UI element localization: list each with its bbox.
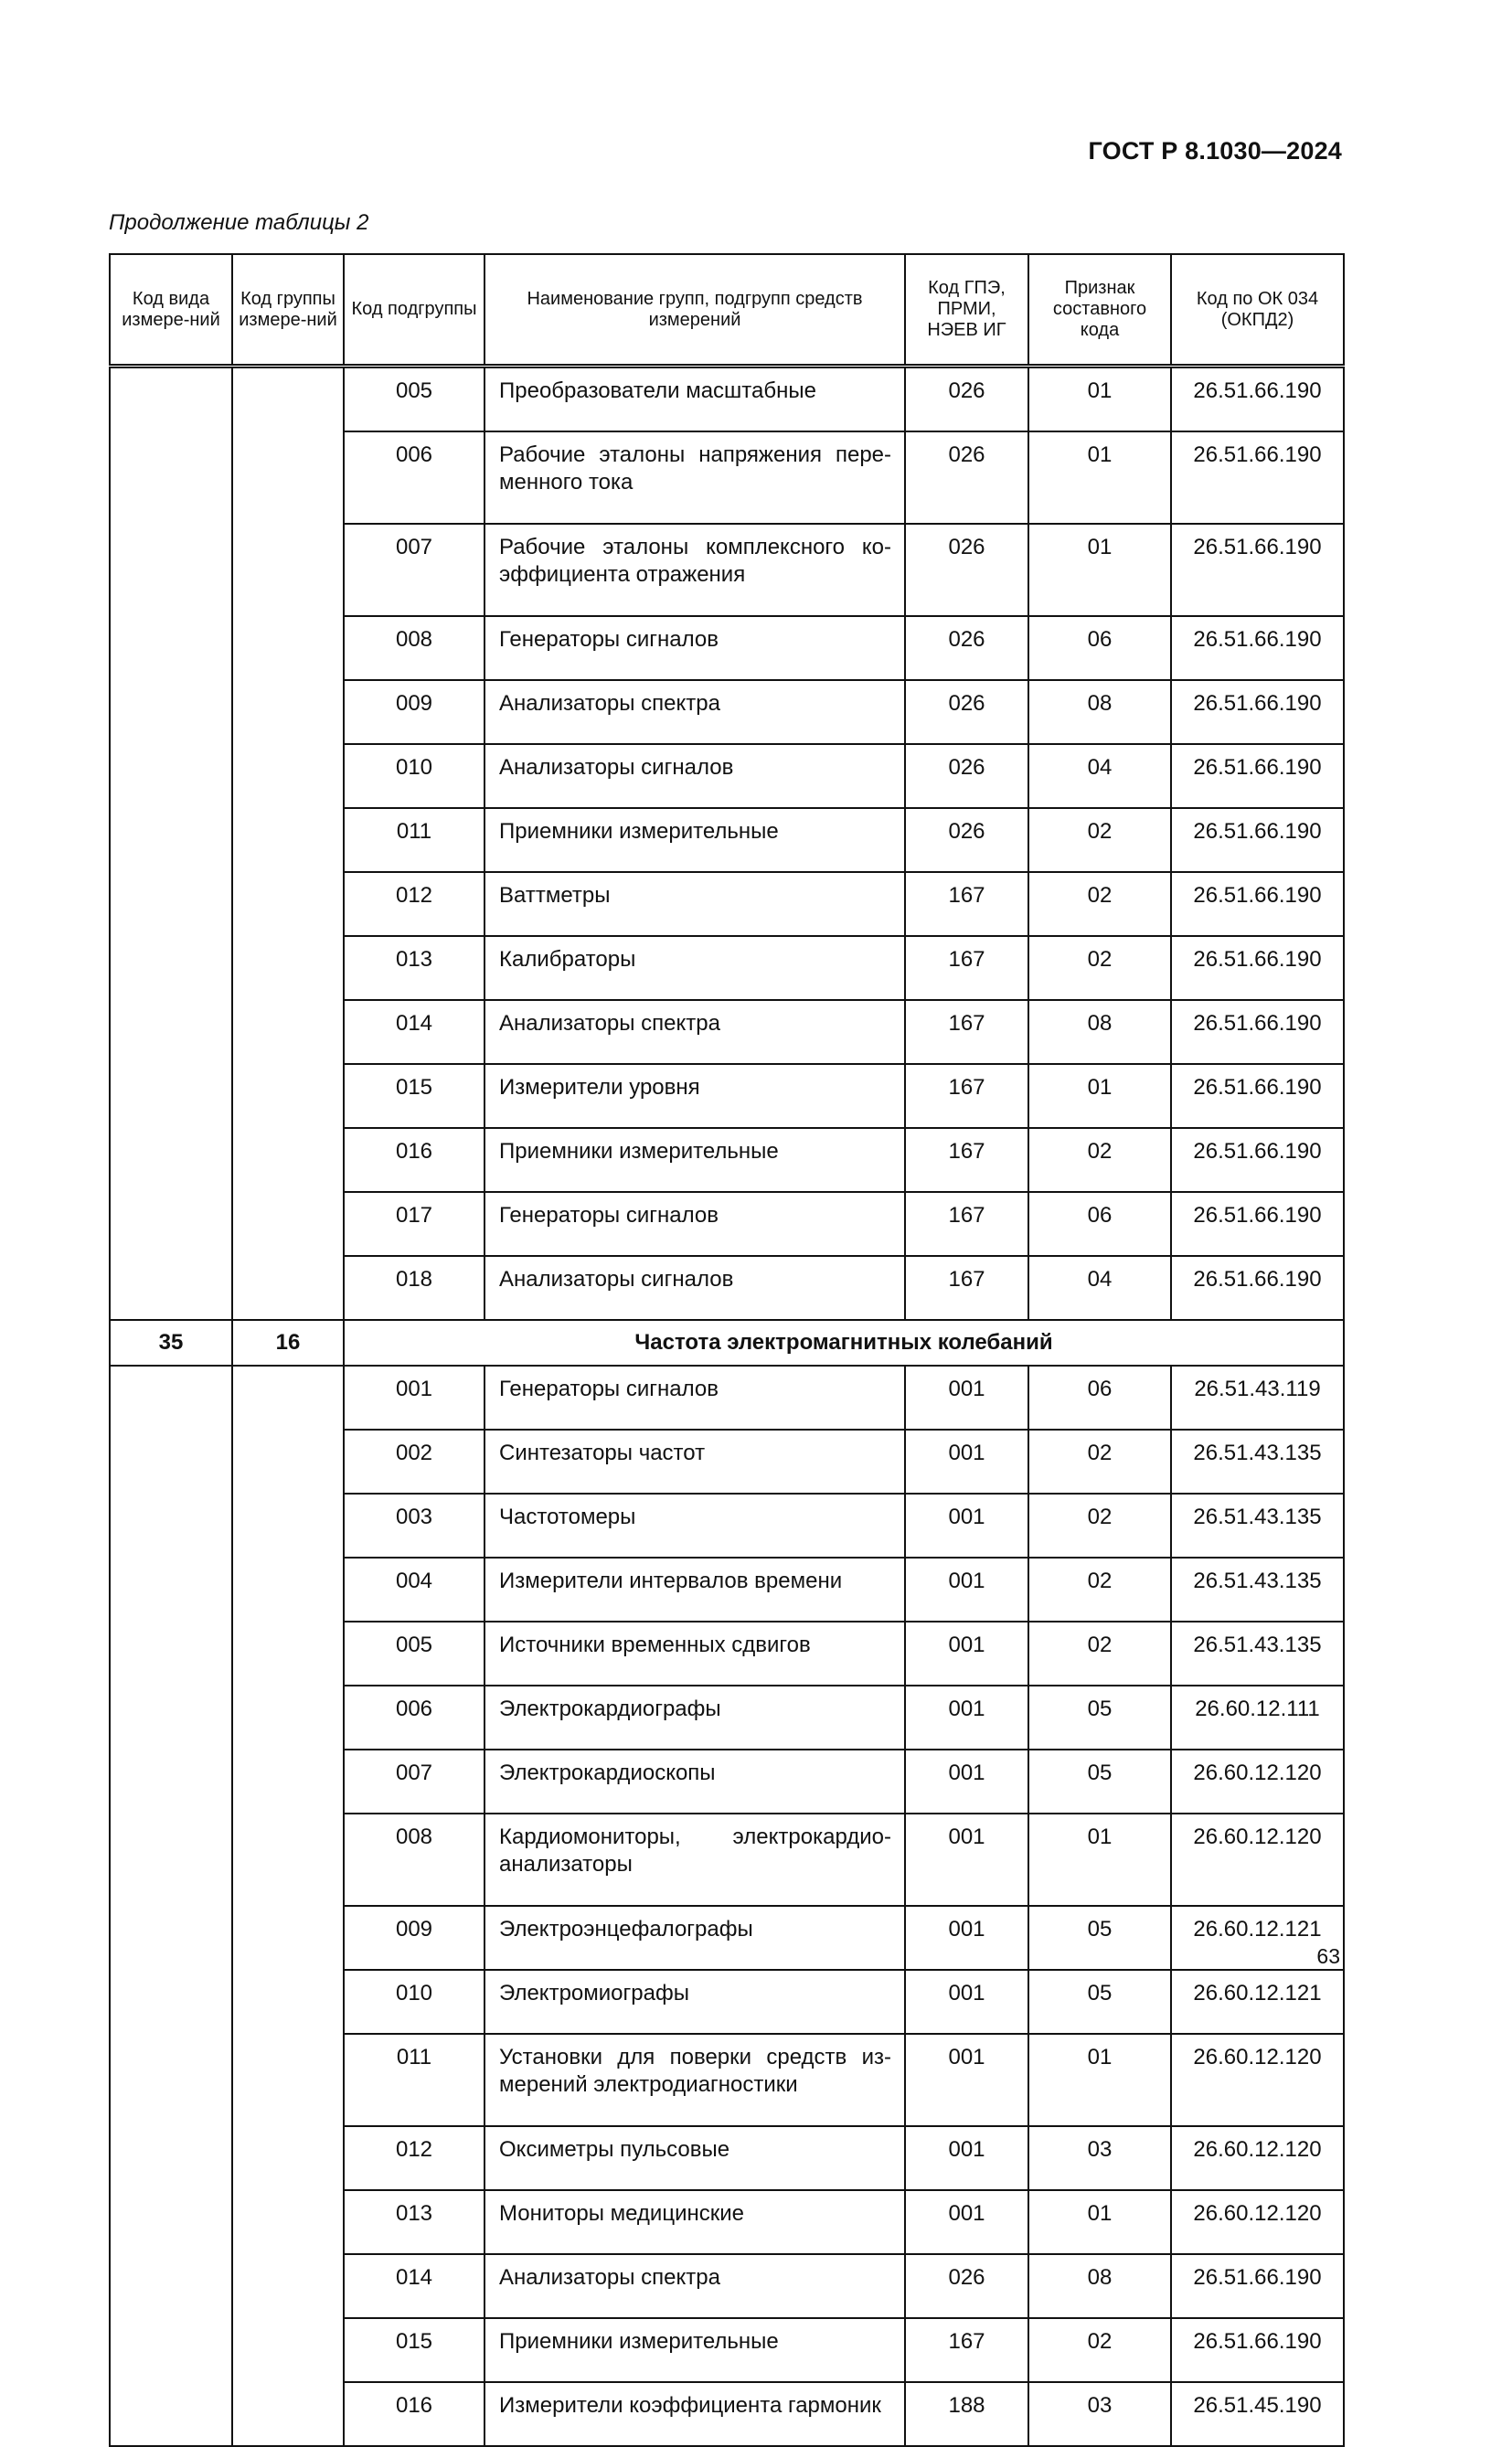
cell-group-code [232,1494,344,1558]
cell-kind-code [110,808,232,872]
cell-group-code [232,1192,344,1256]
cell-gpe-code: 001 [905,1622,1028,1686]
cell-composite-sign: 02 [1028,1430,1171,1494]
cell-composite-sign: 05 [1028,1970,1171,2034]
cell-subgroup-code: 016 [344,2382,484,2446]
cell-name: Калибраторы [484,936,905,1000]
cell-kind-code [110,2190,232,2254]
cell-composite-sign: 01 [1028,367,1171,432]
cell-gpe-code: 001 [905,2034,1028,2126]
cell-gpe-code: 026 [905,2254,1028,2318]
table-row [110,680,1344,744]
cell-group-code [232,2254,344,2318]
cell-composite-sign: 06 [1028,616,1171,680]
cell-composite-sign: 08 [1028,680,1171,744]
cell-subgroup-code: 017 [344,1192,484,1256]
cell-name: Оксиметры пульсовые [484,2126,905,2190]
cell-name: Измерители уровня [484,1064,905,1128]
cell-okpd-code: 26.51.66.190 [1171,616,1344,680]
table-row [110,1430,1344,1494]
cell-okpd-code: 26.51.43.135 [1171,1622,1344,1686]
cell-subgroup-code: 008 [344,616,484,680]
cell-okpd-code: 26.60.12.120 [1171,1750,1344,1814]
col-header-name: Наименование групп, подгрупп средств измерений [484,254,905,367]
cell-gpe-code: 026 [905,680,1028,744]
cell-group-code [232,2318,344,2382]
cell-subgroup-code: 006 [344,431,484,524]
cell-subgroup-code: 007 [344,524,484,616]
cell-composite-sign: 06 [1028,1366,1171,1430]
cell-group-code [232,2034,344,2126]
cell-subgroup-code: 002 [344,1430,484,1494]
cell-subgroup-code: 013 [344,2190,484,2254]
cell-group-code [232,808,344,872]
col-header-okpd-code: Код по ОК 034 (ОКПД2) [1171,254,1344,367]
table-body-continued [110,367,1344,1321]
cell-name: Источники временных сдвигов [484,1622,905,1686]
table-body-section [110,1366,1344,2446]
cell-okpd-code: 26.51.66.190 [1171,1000,1344,1064]
cell-okpd-code: 26.51.66.190 [1171,431,1344,524]
cell-okpd-code: 26.51.66.190 [1171,936,1344,1000]
section-row [110,1320,1344,1366]
cell-kind-code [110,1906,232,1970]
cell-kind-code [110,936,232,1000]
cell-okpd-code: 26.60.12.121 [1171,1970,1344,2034]
col-header-composite-sign: Признак составного кода [1028,254,1171,367]
page-number: 63 [1316,1944,1340,1968]
cell-gpe-code: 167 [905,936,1028,1000]
cell-group-code [232,1000,344,1064]
cell-composite-sign: 02 [1028,936,1171,1000]
table-row [110,2034,1344,2126]
cell-kind-code [110,1256,232,1320]
cell-name: Мониторы медицинские [484,2190,905,2254]
cell-okpd-code: 26.51.66.190 [1171,1256,1344,1320]
cell-name: Рабочие эталоны напряжения пере-менного тока [484,431,905,524]
table-row [110,2318,1344,2382]
cell-subgroup-code: 001 [344,1366,484,1430]
cell-kind-code [110,680,232,744]
cell-kind-code [110,872,232,936]
cell-composite-sign: 03 [1028,2382,1171,2446]
table-row [110,936,1344,1000]
cell-name: Электрокардиографы [484,1686,905,1750]
cell-subgroup-code: 012 [344,2126,484,2190]
cell-okpd-code: 26.51.66.190 [1171,744,1344,808]
cell-kind-code [110,1494,232,1558]
table-row [110,1000,1344,1064]
table-row [110,524,1344,616]
col-header-gpe-code: Код ГПЭ, ПРМИ, НЭЕВ ИГ [905,254,1028,367]
cell-composite-sign: 02 [1028,808,1171,872]
cell-gpe-code: 026 [905,616,1028,680]
table-row [110,1622,1344,1686]
table-row [110,367,1344,432]
cell-subgroup-code: 015 [344,2318,484,2382]
cell-subgroup-code: 006 [344,1686,484,1750]
cell-okpd-code: 26.51.66.190 [1171,2254,1344,2318]
cell-group-code [232,872,344,936]
cell-kind-code [110,1686,232,1750]
table-row [110,1558,1344,1622]
cell-kind-code [110,1814,232,1906]
cell-group-code [232,1128,344,1192]
cell-name: Ваттметры [484,872,905,936]
classification-table [109,253,1345,2447]
cell-subgroup-code: 009 [344,1906,484,1970]
cell-name: Измерители коэффициента гармоник [484,2382,905,2446]
cell-okpd-code: 26.60.12.120 [1171,2034,1344,2126]
cell-group-code [232,524,344,616]
cell-name: Генераторы сигналов [484,616,905,680]
cell-name: Рабочие эталоны комплексного ко-эффициента отражения [484,524,905,616]
cell-composite-sign: 05 [1028,1686,1171,1750]
table-row [110,1366,1344,1430]
cell-group-code [232,431,344,524]
cell-gpe-code: 001 [905,1814,1028,1906]
table-row [110,1970,1344,2034]
cell-composite-sign: 05 [1028,1906,1171,1970]
cell-subgroup-code: 008 [344,1814,484,1906]
cell-group-code [232,2126,344,2190]
cell-okpd-code: 26.51.43.135 [1171,1430,1344,1494]
cell-group-code [232,1686,344,1750]
cell-kind-code [110,1128,232,1192]
cell-group-code [232,2190,344,2254]
cell-composite-sign: 02 [1028,1494,1171,1558]
cell-okpd-code: 26.51.66.190 [1171,1192,1344,1256]
cell-kind-code [110,1970,232,2034]
cell-group-code [232,367,344,432]
table-row [110,616,1344,680]
cell-subgroup-code: 012 [344,872,484,936]
cell-subgroup-code: 014 [344,1000,484,1064]
table-header-row [110,254,1344,367]
cell-composite-sign: 01 [1028,2190,1171,2254]
cell-group-code [232,1622,344,1686]
cell-name: Преобразователи масштабные [484,367,905,432]
cell-subgroup-code: 003 [344,1494,484,1558]
cell-group-code [232,1814,344,1906]
cell-name: Анализаторы спектра [484,680,905,744]
cell-kind-code [110,367,232,432]
cell-okpd-code: 26.51.43.119 [1171,1366,1344,1430]
table-row [110,2190,1344,2254]
section-kind-code: 35 [110,1320,232,1366]
cell-kind-code [110,1430,232,1494]
cell-kind-code [110,431,232,524]
cell-okpd-code: 26.60.12.120 [1171,1814,1344,1906]
cell-okpd-code: 26.51.66.190 [1171,872,1344,936]
cell-gpe-code: 167 [905,2318,1028,2382]
cell-okpd-code: 26.51.66.190 [1171,680,1344,744]
cell-name: Генераторы сигналов [484,1366,905,1430]
table-row [110,1256,1344,1320]
col-header-kind-code: Код вида измере-ний [110,254,232,367]
col-header-subgroup-code: Код подгруппы [344,254,484,367]
cell-name: Анализаторы спектра [484,2254,905,2318]
cell-name: Синтезаторы частот [484,1430,905,1494]
cell-subgroup-code: 018 [344,1256,484,1320]
cell-name: Анализаторы сигналов [484,1256,905,1320]
cell-group-code [232,2382,344,2446]
cell-gpe-code: 001 [905,1430,1028,1494]
section-title: Частота электромагнитных колебаний [344,1320,1344,1366]
cell-composite-sign: 01 [1028,431,1171,524]
cell-okpd-code: 26.51.66.190 [1171,808,1344,872]
cell-kind-code [110,1750,232,1814]
table-row [110,1814,1344,1906]
cell-name: Кардиомониторы, электрокардио-анализаторы [484,1814,905,1906]
table-row [110,808,1344,872]
cell-name: Анализаторы спектра [484,1000,905,1064]
cell-gpe-code: 001 [905,1686,1028,1750]
cell-composite-sign: 01 [1028,524,1171,616]
cell-subgroup-code: 007 [344,1750,484,1814]
cell-gpe-code: 188 [905,2382,1028,2446]
cell-gpe-code: 026 [905,808,1028,872]
cell-composite-sign: 02 [1028,2318,1171,2382]
cell-group-code [232,1906,344,1970]
cell-group-code [232,744,344,808]
table-row [110,744,1344,808]
table-row [110,431,1344,524]
cell-subgroup-code: 011 [344,808,484,872]
cell-subgroup-code: 005 [344,367,484,432]
cell-kind-code [110,1192,232,1256]
cell-gpe-code: 167 [905,1128,1028,1192]
cell-composite-sign: 08 [1028,1000,1171,1064]
cell-okpd-code: 26.51.66.190 [1171,1128,1344,1192]
cell-gpe-code: 026 [905,367,1028,432]
cell-name: Приемники измерительные [484,1128,905,1192]
cell-group-code [232,1558,344,1622]
cell-group-code [232,1256,344,1320]
cell-subgroup-code: 010 [344,1970,484,2034]
cell-subgroup-code: 011 [344,2034,484,2126]
cell-kind-code [110,1000,232,1064]
cell-subgroup-code: 015 [344,1064,484,1128]
cell-gpe-code: 001 [905,1494,1028,1558]
cell-kind-code [110,2126,232,2190]
cell-gpe-code: 026 [905,524,1028,616]
cell-subgroup-code: 004 [344,1558,484,1622]
cell-okpd-code: 26.60.12.111 [1171,1686,1344,1750]
cell-okpd-code: 26.51.66.190 [1171,367,1344,432]
cell-subgroup-code: 005 [344,1622,484,1686]
cell-composite-sign: 01 [1028,2034,1171,2126]
cell-group-code [232,616,344,680]
cell-name: Генераторы сигналов [484,1192,905,1256]
cell-gpe-code: 001 [905,2190,1028,2254]
cell-name: Частотомеры [484,1494,905,1558]
table-row [110,1750,1344,1814]
table-row [110,1128,1344,1192]
cell-subgroup-code: 013 [344,936,484,1000]
table-row [110,872,1344,936]
cell-name: Электроэнцефалографы [484,1906,905,1970]
col-header-group-code: Код группы измере-ний [232,254,344,367]
cell-kind-code [110,2382,232,2446]
cell-group-code [232,680,344,744]
cell-kind-code [110,2318,232,2382]
cell-composite-sign: 05 [1028,1750,1171,1814]
cell-kind-code [110,616,232,680]
cell-gpe-code: 026 [905,431,1028,524]
cell-gpe-code: 167 [905,1256,1028,1320]
cell-gpe-code: 167 [905,1000,1028,1064]
table-row [110,1906,1344,1970]
cell-gpe-code: 167 [905,1064,1028,1128]
cell-composite-sign: 04 [1028,1256,1171,1320]
cell-group-code [232,1970,344,2034]
table-row [110,1494,1344,1558]
cell-composite-sign: 01 [1028,1814,1171,1906]
cell-subgroup-code: 014 [344,2254,484,2318]
cell-okpd-code: 26.51.66.190 [1171,2318,1344,2382]
cell-okpd-code: 26.60.12.120 [1171,2190,1344,2254]
cell-gpe-code: 001 [905,2126,1028,2190]
cell-kind-code [110,524,232,616]
cell-subgroup-code: 010 [344,744,484,808]
table-row [110,1064,1344,1128]
cell-gpe-code: 001 [905,1750,1028,1814]
cell-okpd-code: 26.60.12.120 [1171,2126,1344,2190]
section-group-code: 16 [232,1320,344,1366]
cell-okpd-code: 26.51.66.190 [1171,1064,1344,1128]
table-row [110,1686,1344,1750]
cell-okpd-code: 26.51.66.190 [1171,524,1344,616]
cell-gpe-code: 001 [905,1906,1028,1970]
cell-gpe-code: 167 [905,872,1028,936]
cell-composite-sign: 06 [1028,1192,1171,1256]
cell-kind-code [110,2254,232,2318]
cell-gpe-code: 001 [905,1970,1028,2034]
cell-group-code [232,1750,344,1814]
table-caption: Продолжение таблицы 2 [109,210,369,235]
table-row [110,2126,1344,2190]
cell-name: Измерители интервалов времени [484,1558,905,1622]
cell-gpe-code: 001 [905,1366,1028,1430]
cell-name: Приемники измерительные [484,2318,905,2382]
cell-composite-sign: 02 [1028,1128,1171,1192]
cell-composite-sign: 08 [1028,2254,1171,2318]
cell-gpe-code: 001 [905,1558,1028,1622]
cell-group-code [232,1064,344,1128]
table-row [110,2254,1344,2318]
cell-kind-code [110,2034,232,2126]
cell-okpd-code: 26.60.12.121 [1171,1906,1344,1970]
cell-okpd-code: 26.51.43.135 [1171,1558,1344,1622]
cell-subgroup-code: 009 [344,680,484,744]
cell-gpe-code: 167 [905,1192,1028,1256]
cell-group-code [232,1430,344,1494]
cell-kind-code [110,1064,232,1128]
cell-subgroup-code: 016 [344,1128,484,1192]
cell-name: Анализаторы сигналов [484,744,905,808]
cell-name: Приемники измерительные [484,808,905,872]
table-row [110,2382,1344,2446]
cell-composite-sign: 03 [1028,2126,1171,2190]
cell-kind-code [110,1558,232,1622]
cell-kind-code [110,744,232,808]
cell-name: Установки для поверки средств из-мерений электродиагностики [484,2034,905,2126]
cell-gpe-code: 026 [905,744,1028,808]
cell-group-code [232,1366,344,1430]
cell-name: Электрокардиоскопы [484,1750,905,1814]
cell-composite-sign: 02 [1028,1622,1171,1686]
cell-kind-code [110,1622,232,1686]
cell-composite-sign: 02 [1028,872,1171,936]
cell-kind-code [110,1366,232,1430]
cell-name: Электромиографы [484,1970,905,2034]
table-row [110,1192,1344,1256]
cell-group-code [232,936,344,1000]
cell-okpd-code: 26.51.45.190 [1171,2382,1344,2446]
cell-composite-sign: 04 [1028,744,1171,808]
document-code: ГОСТ Р 8.1030—2024 [1088,137,1342,165]
cell-composite-sign: 02 [1028,1558,1171,1622]
cell-okpd-code: 26.51.43.135 [1171,1494,1344,1558]
cell-composite-sign: 01 [1028,1064,1171,1128]
